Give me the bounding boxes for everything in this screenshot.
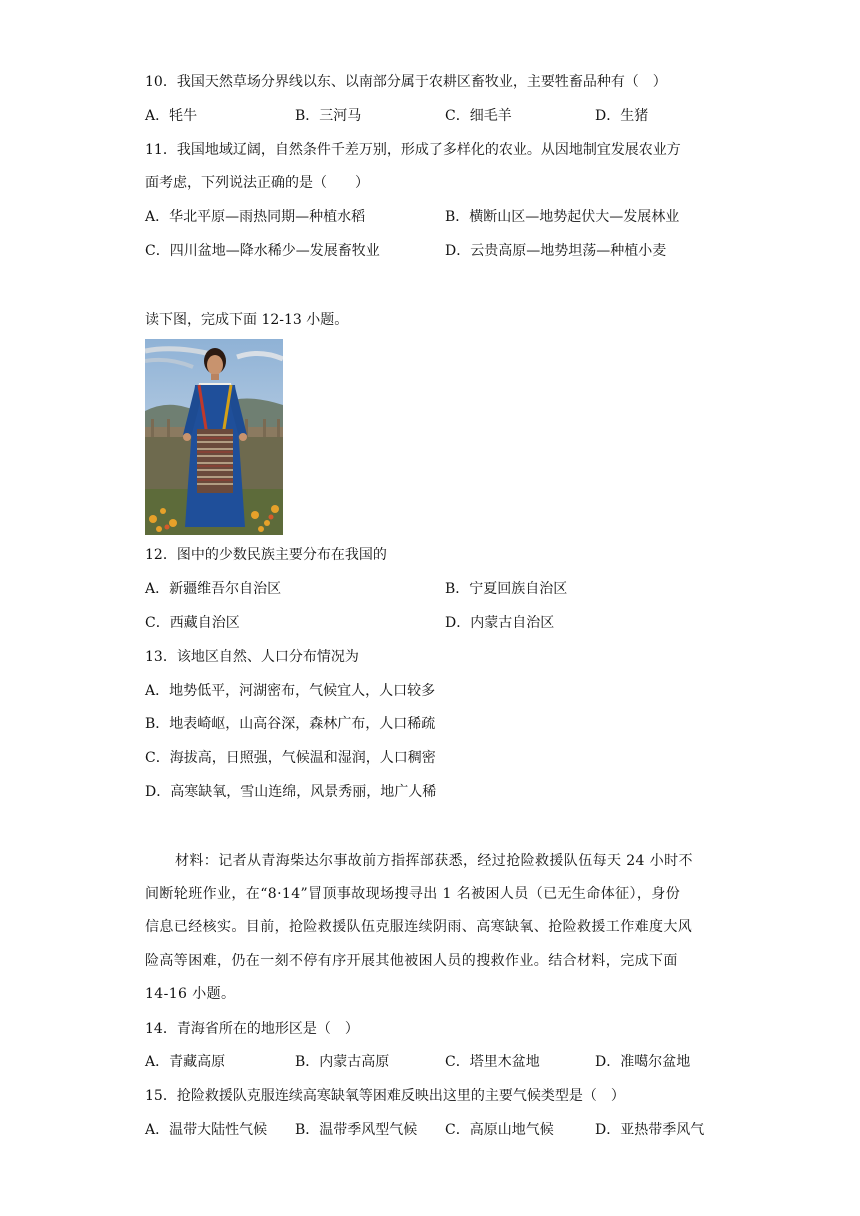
ethnic-costume-photo [145,339,283,535]
q15-option-a: A．温带大陆性气候 [145,1122,268,1138]
q11-option-a: A．华北平原—雨热同期—种植水稻 [145,209,366,225]
q13-option-a: A．地势低平，河湖密布，气候宜人，人口较多 [145,683,436,699]
q14-option-b: B．内蒙古高原 [295,1054,390,1070]
q11-option-b: B．横断山区—地势起伏大—发展林业 [445,209,680,225]
q15-stem: 15．抢险救援队克服连续高寒缺氧等困难反映出这里的主要气候类型是（ ） [145,1088,625,1104]
q10-option-d: D．生猪 [595,108,649,124]
q14-option-c: C．塔里木盆地 [445,1054,540,1070]
material-line4: 险高等困难，仍在一刻不停有序开展其他被困人员的搜救作业。结合材料，完成下面 [145,953,678,969]
q12-option-b: B．宁夏回族自治区 [445,581,568,597]
q15-option-b: B．温带季风型气候 [295,1122,418,1138]
q12-stem: 12．图中的少数民族主要分布在我国的 [145,547,387,563]
q11-option-c: C．四川盆地—降水稀少—发展畜牧业 [145,243,380,259]
material-line3: 信息已经核实。目前，抢险救援队伍克服连续阴雨、高寒缺氧、抢险救援工作难度大风 [145,919,693,935]
material-line5: 14-16 小题。 [145,986,236,1002]
intro-12-13: 读下图，完成下面 12-13 小题。 [145,312,349,328]
q14-option-d: D．准噶尔盆地 [595,1054,691,1070]
q10-option-a: A．牦牛 [145,108,198,124]
q13-option-b: B．地表崎岖，山高谷深，森林广布，人口稀疏 [145,716,436,732]
q15-option-d: D．亚热带季风气 [595,1122,705,1138]
q10-option-c: C．细毛羊 [445,108,512,124]
material-line1: 材料：记者从青海柴达尔事故前方指挥部获悉，经过抢险救援队伍每天 24 小时不 [175,853,693,869]
q10-stem: 10．我国天然草场分界线以东、以南部分属于农耕区畜牧业，主要牲畜品种有（ ） [145,74,667,90]
q12-option-a: A．新疆维吾尔自治区 [145,581,282,597]
q11-stem-line1: 11．我国地域辽阔，自然条件千差万别，形成了多样化的农业。从因地制宜发展农业方 [145,142,681,158]
q15-option-c: C．高原山地气候 [445,1122,554,1138]
q14-stem: 14．青海省所在的地形区是（ ） [145,1021,359,1037]
q12-option-c: C．西藏自治区 [145,615,240,631]
q12-option-d: D．内蒙古自治区 [445,615,555,631]
q13-stem: 13．该地区自然、人口分布情况为 [145,649,359,665]
q10-option-b: B．三河马 [295,108,362,124]
q14-option-a: A．青藏高原 [145,1054,226,1070]
q13-option-d: D．高寒缺氧，雪山连绵，风景秀丽，地广人稀 [145,784,437,800]
material-line2: 间断轮班作业，在“8·14”冒顶事故现场搜寻出 1 名被困人员（已无生命体征），身份 [145,886,681,902]
q13-option-c: C．海拔高，日照强，气候温和湿润，人口稠密 [145,750,436,766]
q11-stem-line2: 面考虑，下列说法正确的是（ ） [145,175,369,191]
q11-option-d: D．云贵高原—地势坦荡—种植小麦 [445,243,667,259]
